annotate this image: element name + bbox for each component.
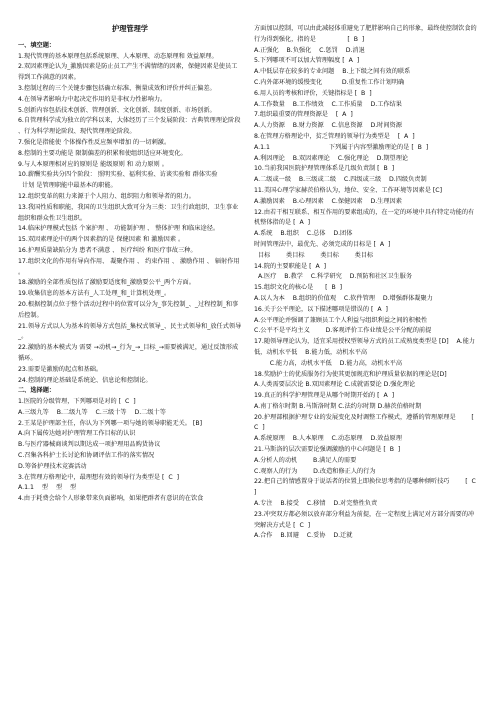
- text-line: A.1.1 型 型 型: [18, 484, 77, 492]
- text-line: 20.护理部根据护理专业的发展变化及时调整工作模式，遵循的管理原理是 [ C ]: [254, 413, 478, 432]
- text-line: 20.根据控制点位于整个活动过程中的位置可以分为_事先控制_、_过程控制_和事后控制。: [18, 300, 239, 319]
- text-line: 5.创新内容包括技术创新、管理创新、文化创新、制度创新、市场创新。: [18, 106, 216, 114]
- text-line: 8.控制的主要功能是 限制偏差的积累和使组织适应环境变化。: [18, 149, 187, 157]
- text-line: 10.薪酬实验共分四个阶段： 照明实验、福利实验、访谈实验和 群体实验: [18, 171, 218, 179]
- text-line: 16.关于公平理论，以下描述哪项是错误的 [ A ]: [254, 305, 388, 313]
- text-line: 1.医院的分级管理，下列哪项是对的 [ C ]: [18, 398, 136, 406]
- text-line: A.中低层存在较多的专业问题 B.上下级之间有效的联系: [254, 68, 411, 76]
- text-line: A.系统 B.组织 C.总体 D.团体: [254, 230, 353, 238]
- text-line: 8.在管理方格理论中，贫乏管理的领导行为类型是 [ A ]: [254, 132, 415, 140]
- text-line: 12.由若干相互联系、相互作用的要素组成的，在一定的环境中具有特定功能的有机整体指的是 [ A ]: [254, 208, 475, 227]
- text-line: 17.随领导理论认为，适宜采用授权型领导方式的员工成熟度类型是 [D] A.能力低，动机水平低 B.能力低，动机水平高: [254, 338, 475, 356]
- text-line: 一、填空题：: [18, 41, 56, 49]
- text-line: 4.由于耗费会给个人形象带来负面影响，如果把群者有意识的在饮食: [18, 495, 204, 503]
- text-line: 6.自管理科学成为独立的学科以来，大体经历了三个发展阶段：古典管理理论阶段 、行为科学理论阶段、现代管理理论阶段。: [18, 117, 243, 136]
- text-line: C.公平不是平均主义 D.客观评价工作业绩是公平分配的前提: [254, 327, 432, 335]
- text-line: A.人类需要层次论 B.双因素理论 C.成就需要论 D.强化理论: [254, 381, 416, 389]
- text-line: 6.用人员的考核和评价，关键指标是 [ B ]: [254, 89, 372, 97]
- text-line: A.公平理论并强调了兼顾员工个人利益与组织利益之间的积极性: [254, 316, 428, 324]
- text-line: 目标 类目标 类目标 类目标: [254, 251, 374, 259]
- text-line: A.激励因素 B.心理因素 C.保健因素 D.生理因素: [254, 197, 402, 205]
- text-line: 3.在管理方格理论中，最理想有效的领导行为类型是 [ C ]: [18, 473, 180, 481]
- text-line: 7.强化是指能使 个体操作性反应频率增加 的一切刺激。: [18, 138, 171, 146]
- text-line: 计划 是管理职能中最基本的职能。: [18, 182, 117, 190]
- two-column-layout: [18, 24, 478, 542]
- text-line: A.系统原理 B.人本原理 C.动态原理 D.效益原理: [254, 435, 402, 443]
- text-line: B.与医疗器械商谈判以期达成一项护理用品购货协议: [18, 441, 161, 449]
- text-line: 21.领导方式以人为基本的领导方式包括_集权式领导_、民主式领导和_放任式领导_。: [18, 322, 242, 341]
- text-line: 5.下列哪项不可以加大管理幅度 [ A ]: [254, 57, 360, 65]
- text-line: 15.双因素理论中的两个因素指的是 保健因素 和 激励因素 。: [18, 236, 185, 244]
- left-column: [18, 24, 242, 542]
- text-line: A.以人为本 B.组织的价值观 C.软件管理 D.增强群体凝聚力: [254, 294, 433, 302]
- text-line: 22.把自己的情感置身于说话者的位置上即换位思考指的是哪种倾听技巧 [ C ]: [254, 478, 480, 497]
- text-line: 2.双因素理论认为_激励因素是防止员工产生不满情绪的因素，保健因素是使员工得到工作满意的因素。: [18, 63, 238, 82]
- text-line: 方面加以控制，可以由此减轻体重避免了肥胖影响自己的形象，最终使控制饮食的行为得到强化，指的是 [ B ]: [254, 25, 477, 43]
- text-line: A.1.1 下列属于内容型激励理论的是 [ B ]: [254, 143, 429, 151]
- text-line: 18.激励的全部性质包括了激励要适度和_激励要公平_两个方面。: [18, 279, 195, 287]
- text-line: A.人力资源 B.财力资源 C.信息资源 D.时间资源: [254, 122, 402, 130]
- text-line: 2.王某是护理部主任，你认为下列哪一项与她的领导职能无关。 [B]: [18, 419, 203, 427]
- text-line: 7.组织最重要的管理资源是 [ A ]: [254, 111, 353, 119]
- text-line: 二、选择题：: [18, 387, 56, 395]
- text-line: D.筹备护理技术竞赛活动: [18, 462, 87, 470]
- text-line: 11.美国心理学家赫茨伯格认为，地位、安全、工作环境等因素是 [C]: [254, 186, 443, 194]
- text-line: 19.真正的科学护理管理是从哪个时期开始的 [ A ]: [254, 392, 395, 400]
- text-line: 24.控制的理论基础是系统论、信息论和控制论。: [18, 376, 152, 384]
- text-line: 9.与人本原理相对应的原则是 能级原则 和 动力原则 。: [18, 160, 168, 168]
- text-line: 1.现代管理的基本原理包括系统原理、人本原理、动态原理和 效益原理。: [18, 52, 218, 60]
- text-line: 23.需要是激励的起点和基础。: [18, 365, 103, 373]
- text-line: 14.临床护理模式包括 个案护理 、 功能制护理 、 整体护理 和临床途径。: [18, 225, 220, 233]
- text-line: 10.当前我国医院护理管理体系是几级负责制 [ B ]: [254, 165, 395, 173]
- text-line: 15.组织文化的核心是 [ B ]: [254, 284, 343, 292]
- text-line: 19.收集信息的基本方法有_人工处理_和_计算机处理_。: [18, 290, 171, 298]
- text-line: 23.冲突双方都必须以放弃部分利益为前提，在一定程度上满足对方部分需要的冲突解决方式是 [ C ]: [254, 510, 475, 529]
- text-line: 时间管理法中，最优先、必须完成的目标是 [ A ]: [254, 240, 391, 248]
- text-line: C.内外部环境的缓慢变化 D.重复性工作计划明确: [254, 78, 405, 86]
- document-title: 护理管理学: [112, 24, 148, 33]
- text-line: 22.激励的基本模式为 需要 →动机→_行为_→_目标_→需要被满足，通过反馈形成循环。: [18, 344, 239, 362]
- text-line: A.二级或一级 B.三级或二级 C.四级或三级 D.四级负责制: [254, 176, 427, 184]
- text-line: 13.我国性质和职能，我国的卫生组织大致可分为三类：卫生行政组织、卫生事业组织和群众性卫生组织。: [18, 203, 239, 222]
- text-line: A.专注 B.接受 C.移情 D.对完整性负责: [254, 500, 378, 508]
- text-line: 18.奖励护士的优质服务行为使其更加规范和护理质量依据的理论是[D]: [254, 370, 447, 378]
- text-line: 12.组织变革的阻力来源于个人阻力、组织阻力和领导者的阻力。: [18, 192, 195, 200]
- text-line: C.观察人的行为 D.改造和修正人的行为: [254, 467, 376, 475]
- text-line: 16.护理质量缺陷分为 患者不满意 、 医疗纠纷 和医疗事故三种。: [18, 246, 197, 254]
- text-line: 4.在领导者影响力中起决定作用的是非权力性影响力。: [18, 95, 167, 103]
- text-line: A.利因理论 B.双因素理论 C.强化理论 D.期望理论: [254, 154, 409, 162]
- text-line: A.向下属传达她对护理管理工作目标的认识: [18, 430, 136, 438]
- text-line: C.召集各科护士长讨论和协调评估工作的落实情况: [18, 452, 155, 460]
- right-column: [254, 24, 478, 542]
- text-line: 3.控制过程的三个关键步骤包括确立标准、衡量成效和评价并纠正偏差。: [18, 84, 216, 92]
- text-line: A.正强化 B.负强化 C.惩罚 D.消退: [254, 46, 365, 54]
- text-line: A.合作 B.回避 C.妥协 D.迁就: [254, 532, 353, 540]
- text-line: 21.马斯洛的层次需要论强调激励的中心问题是 [ B ]: [254, 446, 401, 454]
- text-line: 14.院的主要职能是 [ A ]: [254, 262, 327, 270]
- text-line: A.南丁格尔时期 B.马斯洛时期 C.法约尔时期 D.赫茨伯格时期: [254, 402, 422, 410]
- text-line: 17.组织文化的作用有导向作用、 凝聚作用 、 约束作用 、 激励作用 、 辐射作用 。: [18, 257, 242, 276]
- text-line: A.三级九等 B.二级九等 C.三级十等 D.二级十等: [18, 408, 166, 416]
- text-line: A.工作数量 B.工作绩效 C.工作质量 D.工作结果: [254, 100, 402, 108]
- text-line: A.医疗 B.教学 C.科学研究 D.预防和社区卫生服务: [254, 273, 413, 281]
- text-line: C.能力高，动机水平低 D.能力高，动机水平高: [254, 359, 403, 367]
- text-line: A.分析人的动机 B.满足人的需要: [254, 456, 357, 464]
